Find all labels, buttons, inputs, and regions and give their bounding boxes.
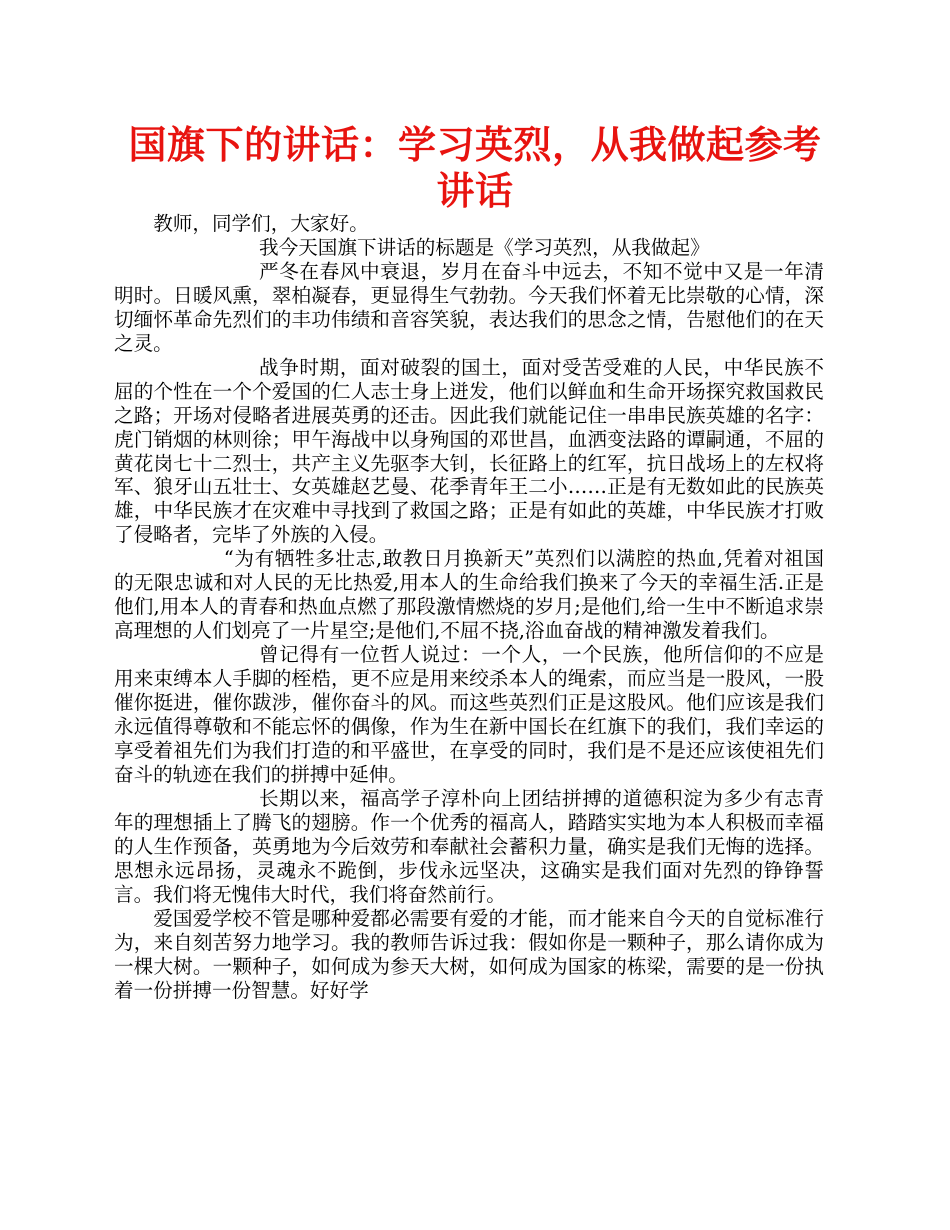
paragraph-fugao: 长期以来，福高学子淳朴向上团结拼搏的道德积淀为多少有志青年的理想插上了腾飞的翅膀。作一个优秀的福高人，踏踏实实地为本人积极而幸福的人生作预备，英勇地为今后效劳和奉献社会蓄积力量，确实是我们无悔的选择。思想永远昂扬，灵魂永不跪倒，步伐永远坚决，这确实是我们面对先烈的铮铮誓言。我们将无愧伟大时代，我们将奋然前行。 <box>114 786 824 906</box>
paragraph-wartime: 战争时期，面对破裂的国土，面对受苦受难的人民，中华民族不屈的个性在一个个爱国的仁人志士身上迸发，他们以鲜血和生命开场探究救国救民之路；开场对侵略者进展英勇的还击。因此我们就能记住一串串民族英雄的名字：虎门销烟的林则徐；甲午海战中以身殉国的邓世昌，血洒变法路的谭嗣通，不屈的黄花岗七十二烈士，共产主义先驱李大钊，长征路上的红军，抗日战场上的左权将军、狼牙山五壮士、女英雄赵艺曼、花季青年王二小……正是有无数如此的民族英雄，中华民族才在灾难中寻找到了救国之路；正是有如此的英雄，中华民族才打败了侵略者，完毕了外族的入侵。 <box>114 355 824 547</box>
paragraph-qingming: 严冬在春风中衰退，岁月在奋斗中远去，不知不觉中又是一年清明时。日暖风熏，翠柏凝春，更显得生气勃勃。今天我们怀着无比崇敬的心情，深切缅怀革命先烈们的丰功伟绩和音容笑貌，表达我们的思念之情，告慰他们的在天之灵。 <box>114 259 824 355</box>
paragraph-philosopher: 曾记得有一位哲人说过：一个人，一个民族，他所信仰的不应是用来束缚本人手脚的桎梏，更不应是用来绞杀本人的绳索，而应当是一股风，一股催你挺进，催你跋涉，催你奋斗的风。而这些英烈们正是这股风。他们应该是我们永远值得尊敬和不能忘怀的偶像，作为生在新中国长在红旗下的我们，我们幸运的享受着祖先们为我们打造的和平盛世，在享受的同时，我们是不是还应该使祖先们奋斗的轨迹在我们的拼搏中延伸。 <box>114 643 824 786</box>
paragraph-topic: 我今天国旗下讲话的标题是《学习英烈，从我做起》 <box>259 235 710 259</box>
paragraph-sacrifice: “为有牺牲多壮志,敢教日月换新天”英烈们以满腔的热血,凭着对祖国的无限忠诚和对人民的无比热爱,用本人的生命给我们换来了今天的幸福生活.正是他们,用本人的青春和热血点燃了那段激情燃烧的岁月;是他们,给一生中不断追求崇高理想的人们划亮了一片星空;是他们,不屈不挠,浴血奋战的精神激发着我们。 <box>114 547 824 643</box>
document-title <box>120 122 830 214</box>
paragraph-greeting: 教师，同学们，大家好。 <box>153 212 369 235</box>
document-body <box>114 212 824 1002</box>
paragraph-patriotism: 爱国爱学校不管是哪种爱都必需要有爱的才能，而才能来自今天的自觉标准行为，来自刻苦努力地学习。我的教师告诉过我：假如你是一颗种子，那么请你成为一棵大树。一颗种子，如何成为参天大树，如何成为国家的栋梁，需要的是一份执着一份拼搏一份智慧。好好学 <box>114 906 824 1002</box>
title-line-1: 国旗下的讲话：学习英烈，从我做起参考 <box>128 123 822 167</box>
title-line-2: 讲话 <box>436 169 514 213</box>
